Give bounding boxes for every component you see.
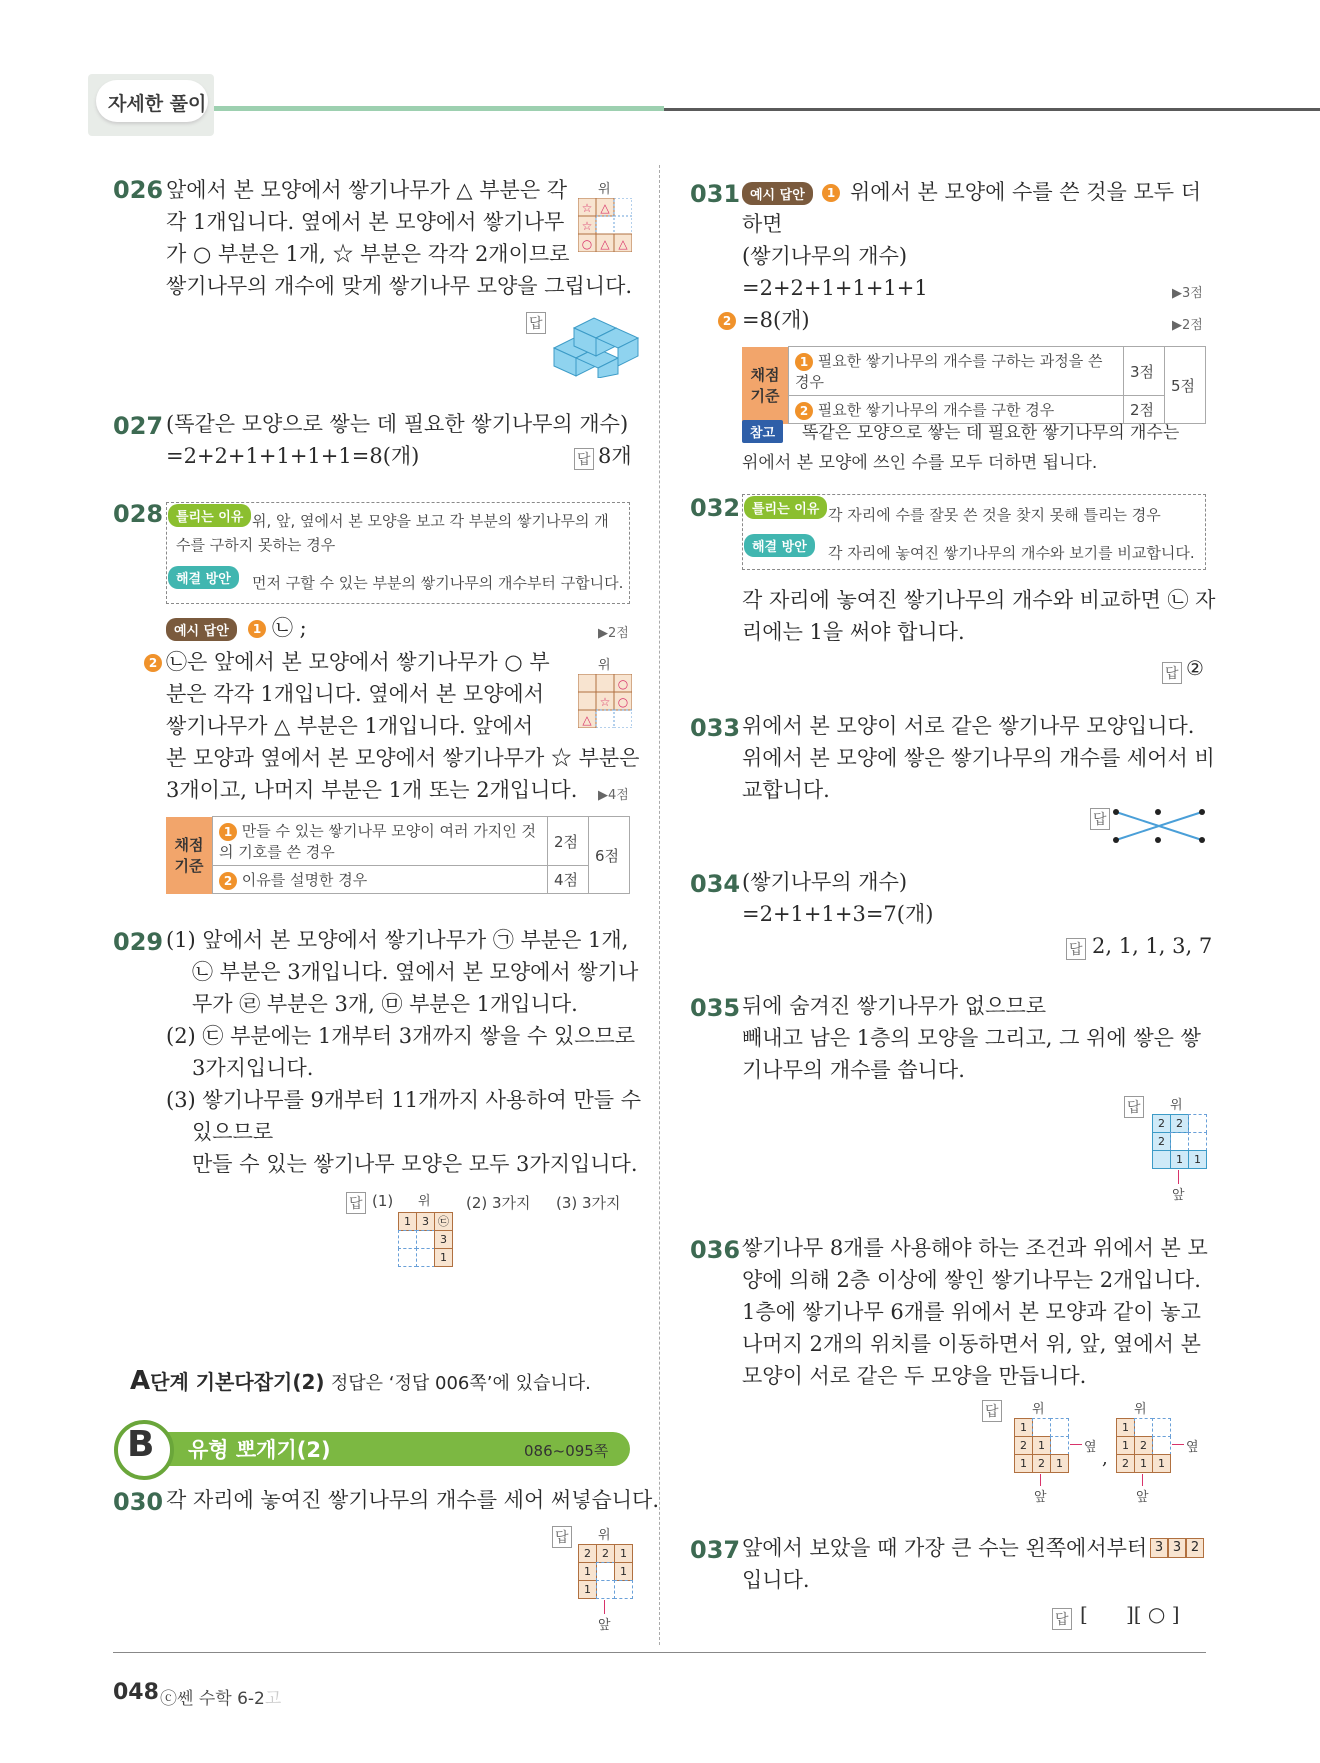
solution-badge: 해결 방안 — [744, 534, 815, 557]
explanation-line: 앞에서 보았을 때 가장 큰 수는 왼쪽에서부터 — [742, 1536, 1148, 1560]
answer-label: 답 — [1162, 662, 1182, 684]
explanation-line: 분은 각각 1개입니다. 옆에서 본 모양에서 — [166, 682, 544, 706]
grid-cell-empty — [596, 1562, 615, 1581]
explanation-line: 양에 의해 2층 이상에 쌓인 쌓기나무는 2개입니다. — [742, 1268, 1201, 1292]
step-1-marker: 1 — [822, 184, 840, 202]
points-marker: ▶3점 — [1172, 286, 1203, 301]
example-answer-badge: 예시 답안 — [742, 182, 813, 205]
explanation-line: 리에는 1을 써야 합니다. — [742, 620, 965, 644]
grid-cell: 1 — [1170, 1150, 1189, 1169]
front-view-label: 앞 — [1172, 1188, 1185, 1203]
criteria-total-points: 6점 — [589, 817, 630, 894]
reference-text: 위에서 본 모양에 쓰인 수를 모두 더하면 됩니다. — [742, 453, 1098, 473]
problem-number: 032 — [690, 494, 741, 522]
problem-number: 029 — [113, 928, 164, 956]
top-view-grid — [578, 1544, 632, 1598]
answer-part-1: (1) — [372, 1192, 394, 1210]
answer-label: 답 — [1124, 1096, 1144, 1118]
points-marker: ▶2점 — [598, 626, 629, 641]
step-2-marker: 2 — [718, 312, 736, 330]
footer-book-title: ⓒ쎈 수학 6-2 — [160, 1689, 265, 1709]
grid-cell-empty — [416, 1248, 435, 1267]
explanation-line: 위에서 본 모양이 서로 같은 쌓기나무 모양입니다. — [742, 714, 1195, 738]
explanation-line: 위에서 본 모양에 쌓은 쌓기나무의 개수를 세어서 비 — [742, 746, 1215, 770]
stage-b-letter: B — [127, 1424, 155, 1465]
top-view-label: 위 — [1170, 1098, 1183, 1113]
header-logo: 자세한 풀이 — [108, 93, 207, 115]
answer-value: [ ][ ○ ] — [1080, 1602, 1180, 1626]
answer-value: 8개 — [598, 444, 632, 468]
side-arrow-icon — [1070, 1444, 1082, 1445]
grid-cell: 2 — [1152, 1114, 1171, 1133]
top-view-label: 위 — [598, 658, 611, 673]
mistake-reason-badge: 틀리는 이유 — [744, 496, 827, 519]
equation-line: =2+2+1+1+1+1=8(개) — [166, 444, 420, 468]
grid-cell: 1 — [1134, 1454, 1153, 1473]
grid-cell: 1 — [1014, 1454, 1033, 1473]
grid-cell: 1 — [398, 1212, 417, 1231]
solution-badge: 해결 방안 — [168, 566, 239, 589]
answer-label: 답 — [1090, 808, 1110, 830]
problem-number: 034 — [690, 870, 741, 898]
criterion-2-points: 2점 — [1124, 396, 1165, 424]
top-view-grid-2 — [1116, 1418, 1170, 1472]
svg-text:☆: ☆ — [581, 219, 593, 233]
solution-text: 각 자리에 놓여진 쌓기나무의 개수와 보기를 비교합니다. — [828, 544, 1195, 562]
grid-cell: 1 — [578, 1580, 597, 1599]
explanation-line: 빼내고 남은 1층의 모양을 그리고, 그 위에 쌓은 쌓 — [742, 1026, 1201, 1050]
grid-cell: 2 — [1032, 1454, 1051, 1473]
explanation-line: (3) 쌓기나무를 9개부터 11개까지 사용하여 만들 수 — [166, 1088, 642, 1112]
front-view-label: 앞 — [598, 1618, 611, 1633]
grading-criteria-label: 채점 기준 — [166, 817, 213, 894]
problem-number: 030 — [113, 1488, 164, 1516]
answer-label: 답 — [1066, 938, 1086, 960]
grading-criteria-table — [742, 346, 1206, 424]
explanation-line: 뒤에 숨겨진 쌓기나무가 없으므로 — [742, 994, 1047, 1018]
explanation-line: 앞에서 본 모양에서 쌓기나무가 △ 부분은 각 — [166, 178, 568, 202]
side-view-label: 옆 — [1084, 1440, 1097, 1455]
points-marker: ▶2점 — [1172, 318, 1203, 333]
grid-cell: 2 — [1170, 1114, 1189, 1133]
footer-faded: 고 — [264, 1689, 282, 1709]
criterion-2: 2 이유를 설명한 경우 — [213, 866, 548, 894]
svg-text:△: △ — [618, 237, 628, 251]
column-divider — [659, 165, 660, 1645]
svg-text:○: ○ — [617, 677, 629, 691]
explanation-line: 각 자리에 놓여진 쌓기나무의 개수와 비교하면 ㉡ 자 — [742, 588, 1216, 612]
stage-a-banner — [130, 1366, 591, 1396]
mistake-reason-text: 위, 앞, 옆에서 본 모양을 보고 각 부분의 쌓기나무의 개 — [252, 512, 609, 530]
answer-separator: , — [1102, 1448, 1108, 1469]
problem-number: 035 — [690, 994, 741, 1022]
step-1-marker: 1 — [248, 620, 266, 638]
explanation-line: 가 ○ 부분은 1개, ☆ 부분은 각각 2개이므로 — [166, 242, 570, 266]
answer-label: 답 — [346, 1192, 366, 1214]
boxed-number: 3 — [1168, 1538, 1186, 1558]
grid-cell-empty — [398, 1230, 417, 1249]
footer-rule — [113, 1652, 1206, 1653]
explanation-line: (1) 앞에서 본 모양에서 쌓기나무가 ㉠ 부분은 1개, — [166, 928, 629, 952]
svg-text:△: △ — [582, 713, 592, 727]
side-view-label: 옆 — [1186, 1440, 1199, 1455]
explanation-line: 기나무의 개수를 씁니다. — [742, 1058, 965, 1082]
grid-cell: 1 — [1014, 1418, 1033, 1437]
explanation-line: 모양이 서로 같은 두 모양을 만듭니다. — [742, 1364, 1087, 1388]
top-view-grid-1 — [1014, 1418, 1068, 1472]
grid-cell: 2 — [1134, 1436, 1153, 1455]
reference-badge: 참고 — [742, 420, 783, 443]
problem-number: 037 — [690, 1536, 741, 1564]
footer-page-number: 048 — [113, 1680, 159, 1705]
problem-number: 036 — [690, 1236, 741, 1264]
grading-criteria-table — [166, 816, 630, 894]
grid-cell-empty — [1032, 1418, 1051, 1437]
boxed-number: 3 — [1150, 1538, 1168, 1558]
grid-cell-empty — [416, 1230, 435, 1249]
svg-text:△: △ — [600, 237, 610, 251]
grid-cell-empty — [614, 1580, 633, 1599]
problem-number: 031 — [690, 180, 741, 208]
explanation-line: ㉡은 앞에서 본 모양에서 쌓기나무가 ○ 부 — [166, 650, 550, 674]
criterion-1: 1 만들 수 있는 쌓기나무 모양이 여러 가지인 것의 기호를 쓴 경우 — [213, 817, 548, 866]
grid-cell-empty — [398, 1248, 417, 1267]
top-view-label: 위 — [598, 1528, 611, 1543]
explanation-line: 무가 ㉣ 부분은 3개, ㉤ 부분은 1개입니다. — [192, 992, 578, 1016]
explanation-line: ㉡ 부분은 3개입니다. 옆에서 본 모양에서 쌓기나 — [192, 960, 639, 984]
answer-value: 2, 1, 1, 3, 7 — [1092, 934, 1213, 958]
boxed-number-strip — [1150, 1538, 1204, 1558]
header-rule-dark — [664, 108, 1320, 111]
equation-line: =2+2+1+1+1+1 — [742, 276, 928, 300]
explanation-line: (2) ㉢ 부분에는 1개부터 3개까지 쌓을 수 있으므로 — [166, 1024, 636, 1048]
grid-cell-empty — [1152, 1150, 1171, 1169]
grid-cell: 1 — [578, 1562, 597, 1581]
grid-cell: 1 — [1050, 1454, 1069, 1473]
explanation-line: 입니다. — [742, 1568, 810, 1592]
grid-cell: 2 — [1152, 1132, 1171, 1151]
grid-cell: 1 — [614, 1544, 633, 1563]
front-arrow-icon — [1142, 1474, 1143, 1486]
grid-cell: 2 — [596, 1544, 615, 1563]
grading-criteria-label: 채점 기준 — [742, 347, 789, 424]
answer-label: 답 — [982, 1400, 1002, 1422]
criterion-2: 2 필요한 쌓기나무의 개수를 구한 경우 — [789, 396, 1124, 424]
grid-cell-empty — [1050, 1436, 1069, 1455]
grid-cell: 3 — [416, 1212, 435, 1231]
top-view-grid — [398, 1212, 452, 1266]
top-view-label: 위 — [1032, 1402, 1045, 1417]
side-arrow-icon — [1172, 1444, 1184, 1445]
mistake-reason-text: 수를 구하지 못하는 경우 — [176, 536, 336, 554]
step-2-marker: 2 — [144, 654, 162, 672]
grid-cell: 1 — [1116, 1418, 1135, 1437]
grid-cell-empty — [1134, 1418, 1153, 1437]
grid-cell-empty — [1152, 1436, 1171, 1455]
grid-cell-empty — [1050, 1418, 1069, 1437]
problem-number: 027 — [113, 412, 164, 440]
stage-b-title: 유형 뽀개기(2) — [188, 1438, 331, 1462]
answer-label: 답 — [552, 1526, 572, 1548]
equation-line: =8(개) — [742, 308, 810, 332]
grid-cell-empty — [1188, 1114, 1207, 1133]
stage-a-letter: A — [130, 1366, 151, 1396]
criterion-1-points: 3점 — [1124, 347, 1165, 396]
answer-label: 답 — [526, 312, 546, 334]
cube-stack-answer — [552, 308, 642, 378]
front-arrow-icon — [604, 1600, 605, 1614]
equation-line: =2+1+1+3=7(개) — [742, 902, 934, 926]
explanation-line: 1층에 쌓기나무 6개를 위에서 본 모양과 같이 놓고 — [742, 1300, 1201, 1324]
problem-number: 033 — [690, 714, 741, 742]
criterion-1: 1 필요한 쌓기나무의 개수를 구하는 과정을 쓴 경우 — [789, 347, 1124, 396]
front-arrow-icon — [1040, 1474, 1041, 1486]
step-1-text: ㉡ ; — [272, 616, 307, 640]
stage-a-title: 단계 기본다잡기(2) — [150, 1370, 325, 1394]
mistake-reason-badge: 틀리는 이유 — [168, 504, 251, 527]
svg-text:○: ○ — [581, 237, 593, 251]
explanation-line: 하면 — [742, 212, 783, 236]
grid-cell: 1 — [1188, 1150, 1207, 1169]
explanation-line: 각 자리에 놓여진 쌓기나무의 개수를 세어 써넣습니다. — [166, 1488, 660, 1512]
criteria-total-points: 5점 — [1165, 347, 1206, 424]
grid-cell-empty — [1152, 1418, 1171, 1437]
explanation-line: (똑같은 모양으로 쌓는 데 필요한 쌓기나무의 개수) — [166, 412, 629, 436]
criterion-2-points: 4점 — [548, 866, 589, 894]
explanation-line: 있으므로 — [192, 1120, 274, 1144]
answer-part-3: (3) 3가지 — [556, 1194, 621, 1212]
grid-cell: 1 — [1032, 1436, 1051, 1455]
top-view-diagram — [578, 198, 632, 252]
problem-number: 028 — [113, 500, 164, 528]
svg-text:△: △ — [600, 201, 610, 215]
top-view-diagram — [578, 674, 632, 728]
grid-cell: 1 — [614, 1562, 633, 1581]
explanation-line: 만들 수 있는 쌓기나무 모양은 모두 3가지입니다. — [192, 1152, 638, 1176]
svg-text:○: ○ — [617, 695, 629, 709]
grid-cell: 2 — [578, 1544, 597, 1563]
problem-number: 026 — [113, 176, 164, 204]
grid-cell-empty — [1188, 1132, 1207, 1151]
explanation-line: 본 모양과 옆에서 본 모양에서 쌓기나무가 ☆ 부분은 — [166, 746, 640, 770]
stage-b-pages: 086~095쪽 — [524, 1442, 609, 1460]
answer-label: 답 — [1052, 1608, 1072, 1630]
grid-cell: 1 — [434, 1248, 453, 1267]
matching-lines-answer — [1112, 808, 1206, 844]
example-answer-badge: 예시 답안 — [166, 618, 237, 641]
grid-cell: 1 — [1116, 1436, 1135, 1455]
front-arrow-icon — [1178, 1170, 1179, 1184]
grid-cell-empty — [596, 1580, 615, 1599]
boxed-number: 2 — [1186, 1538, 1204, 1558]
top-view-grid — [1152, 1114, 1206, 1168]
answer-label: 답 — [574, 448, 594, 470]
mistake-reason-text: 각 자리에 수를 잘못 쓴 것을 찾지 못해 틀리는 경우 — [828, 506, 1161, 524]
explanation-line: 3개이고, 나머지 부분은 1개 또는 2개입니다. — [166, 778, 578, 802]
explanation-line: 나머지 2개의 위치를 이동하면서 위, 앞, 옆에서 본 — [742, 1332, 1201, 1356]
top-view-label: 위 — [418, 1194, 431, 1209]
points-marker: ▶4점 — [598, 788, 629, 803]
answer-part-2: (2) 3가지 — [466, 1194, 531, 1212]
top-view-label: 위 — [1134, 1402, 1147, 1417]
explanation-line: (쌓기나무의 개수) — [742, 870, 908, 894]
svg-text:☆: ☆ — [599, 695, 611, 709]
explanation-line: 쌓기나무 8개를 사용해야 하는 조건과 위에서 본 모 — [742, 1236, 1208, 1260]
explanation-line: 위에서 본 모양에 수를 쓴 것을 모두 더 — [850, 180, 1202, 204]
solution-text: 먼저 구할 수 있는 부분의 쌓기나무의 개수부터 구합니다. — [252, 574, 624, 592]
grid-cell: 2 — [1116, 1454, 1135, 1473]
top-view-label: 위 — [598, 182, 611, 197]
stage-a-note: 정답은 ‘정답 006쪽’에 있습니다. — [330, 1373, 591, 1394]
footer-title — [160, 1684, 281, 1709]
front-view-label: 앞 — [1136, 1490, 1149, 1505]
answer-value: ② — [1186, 656, 1204, 680]
grid-cell-empty — [1170, 1132, 1189, 1151]
grid-cell: ㉢ — [434, 1212, 453, 1231]
explanation-line: 교합니다. — [742, 778, 830, 802]
explanation-line: 3가지입니다. — [192, 1056, 314, 1080]
explanation-line: 쌓기나무의 개수에 맞게 쌓기나무 모양을 그립니다. — [166, 274, 633, 298]
grid-cell: 2 — [1014, 1436, 1033, 1455]
explanation-line: 쌓기나무가 △ 부분은 1개입니다. 앞에서 — [166, 714, 534, 738]
explanation-line: (쌓기나무의 개수) — [742, 244, 908, 268]
svg-text:☆: ☆ — [581, 201, 593, 215]
grid-cell: 1 — [1152, 1454, 1171, 1473]
explanation-line: 각 1개입니다. 옆에서 본 모양에서 쌓기나무 — [166, 210, 565, 234]
header-rule-green — [214, 106, 664, 111]
front-view-label: 앞 — [1034, 1490, 1047, 1505]
criterion-1-points: 2점 — [548, 817, 589, 866]
grid-cell: 3 — [434, 1230, 453, 1249]
reference-text: 똑같은 모양으로 쌓는 데 필요한 쌓기나무의 개수는 — [802, 423, 1180, 443]
